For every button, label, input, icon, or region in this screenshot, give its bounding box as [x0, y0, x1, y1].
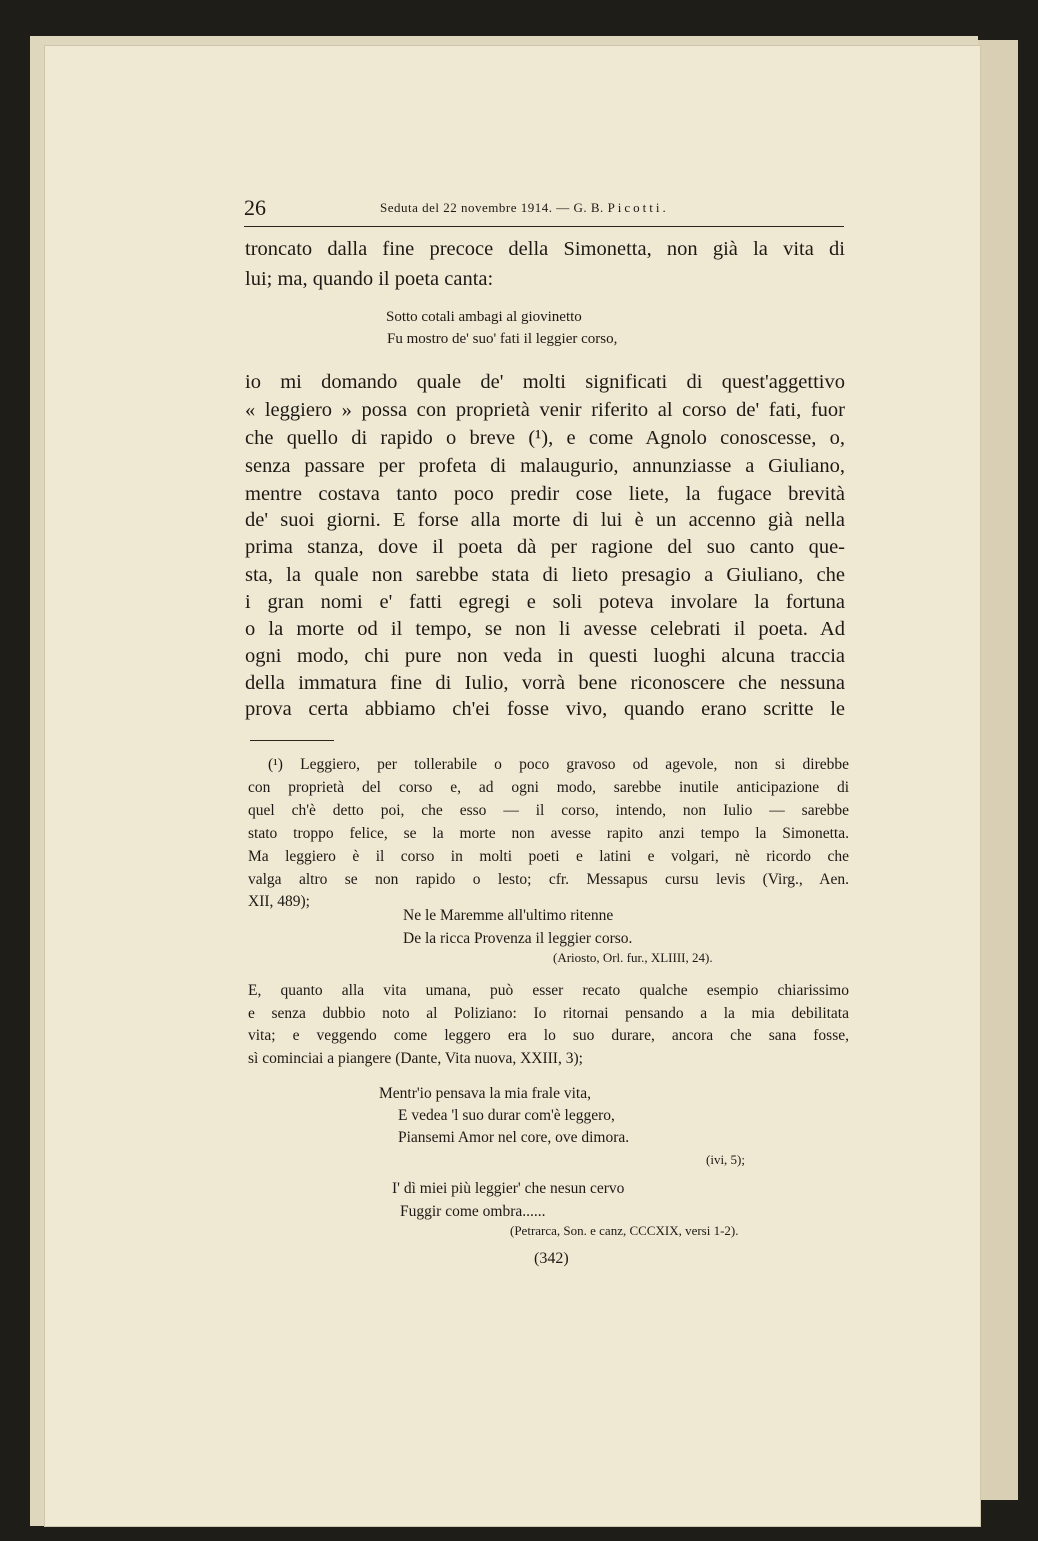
footnote-line: valga altro se non rapido o lesto; cfr. Messapus cursu levis (Virg., Aen.: [248, 871, 849, 888]
body-line: senza passare per profeta di malaugurio, annunziasse a Giuliano,: [245, 455, 845, 477]
body-line: mentre costava tanto poco predir cose liete, la fugace brevità: [245, 483, 845, 505]
body-line: « leggiero » possa con proprietà venir riferito al corso de' fati, fuor: [245, 399, 845, 421]
footnote-line: sì cominciai a piangere (Dante, Vita nuova, XXIII, 3);: [248, 1050, 583, 1067]
body-line: ogni modo, chi pure non veda in questi luoghi alcuna traccia: [245, 645, 845, 667]
verse-line: Sotto cotali ambagi al giovinetto: [386, 309, 582, 325]
footnote-line: E, quanto alla vita umana, può esser recato qualche esempio chiarissimo: [248, 982, 849, 999]
footnote-line: (¹) Leggiero, per tollerabile o poco gravoso od agevole, non si direbbe: [268, 756, 849, 773]
page-code: (342): [534, 1250, 569, 1267]
citation-ariosto: (Ariosto, Orl. fur., XLIIII, 24).: [553, 950, 713, 965]
footnote-line: con proprietà del corso e, ad ogni modo, sarebbe inutile anticipazione di: [248, 779, 849, 796]
footnote-line: vita; e veggendo come leggero era lo suo durare, ancora che sana fosse,: [248, 1027, 849, 1044]
footnote-rule: [250, 740, 334, 741]
footnote-line: XII, 489);: [248, 893, 310, 910]
footnote-line: quel ch'è detto poi, che esso — il corso, intendo, non Iulio — sarebbe: [248, 802, 849, 819]
verse-line: Fu mostro de' suo' fati il leggier corso,: [387, 331, 618, 347]
body-line: sta, la quale non sarebbe stata di lieto presagio a Giuliano, che: [245, 564, 845, 586]
body-line: o la morte od il tempo, se non li avesse celebrati il poeta. Ad: [245, 618, 845, 640]
footnote-verse-line: Mentr'io pensava la mia frale vita,: [379, 1085, 591, 1102]
citation-dante: (ivi, 5);: [706, 1152, 745, 1167]
footnote-verse-line: Fuggir come ombra......: [400, 1203, 546, 1220]
body-line: troncato dalla fine precoce della Simonetta, non già la vita di: [245, 238, 845, 260]
body-line: io mi domando quale de' molti significati di quest'aggettivo: [245, 371, 845, 393]
footnote-verse-line: De la ricca Provenza il leggier corso.: [403, 930, 633, 947]
footnote-verse-line: I' dì miei più leggier' che nesun cervo: [392, 1180, 625, 1197]
body-line: prima stanza, dove il poeta dà per ragione del suo canto que-: [245, 536, 845, 558]
footnote-line: stato troppo felice, se la morte non avesse rapito anzi tempo la Simonetta.: [248, 825, 849, 842]
running-title-author: Picotti.: [607, 200, 669, 215]
body-line: che quello di rapido o breve (¹), e come Agnolo conoscesse, o,: [245, 427, 845, 449]
page-number: 26: [244, 195, 266, 220]
body-line: della immatura fine di Iulio, vorrà bene riconoscere che nessuna: [245, 672, 845, 694]
body-line: i gran nomi e' fatti egregi e soli poteva involare la fortuna: [245, 591, 845, 613]
body-line: prova certa abbiamo ch'ei fosse vivo, quando erano scritte le: [245, 698, 845, 720]
page-edge: [978, 40, 1018, 1500]
footnote-line: e senza dubbio noto al Poliziano: Io ritornai pensando a la mia debilitata: [248, 1005, 849, 1022]
body-line: lui; ma, quando il poeta canta:: [245, 268, 494, 290]
footnote-verse-line: E vedea 'l suo durar com'è leggero,: [398, 1107, 615, 1124]
footnote-verse-line: Piansemi Amor nel core, ove dimora.: [398, 1129, 630, 1146]
header-rule: [244, 226, 844, 227]
footnote-line: Ma leggiero è il corso in molti poeti e latini e volgari, nè ricordo che: [248, 848, 849, 865]
citation-petrarca: (Petrarca, Son. e canz, CCCXIX, versi 1-2).: [510, 1223, 739, 1238]
body-line: de' suoi giorni. E forse alla morte di lui è un accenno già nella: [245, 509, 845, 531]
footnote-verse-line: Ne le Maremme all'ultimo ritenne: [403, 907, 614, 924]
running-title-text: Seduta del 22 novembre 1914. — G. B.: [380, 200, 604, 215]
running-title: [380, 200, 669, 216]
